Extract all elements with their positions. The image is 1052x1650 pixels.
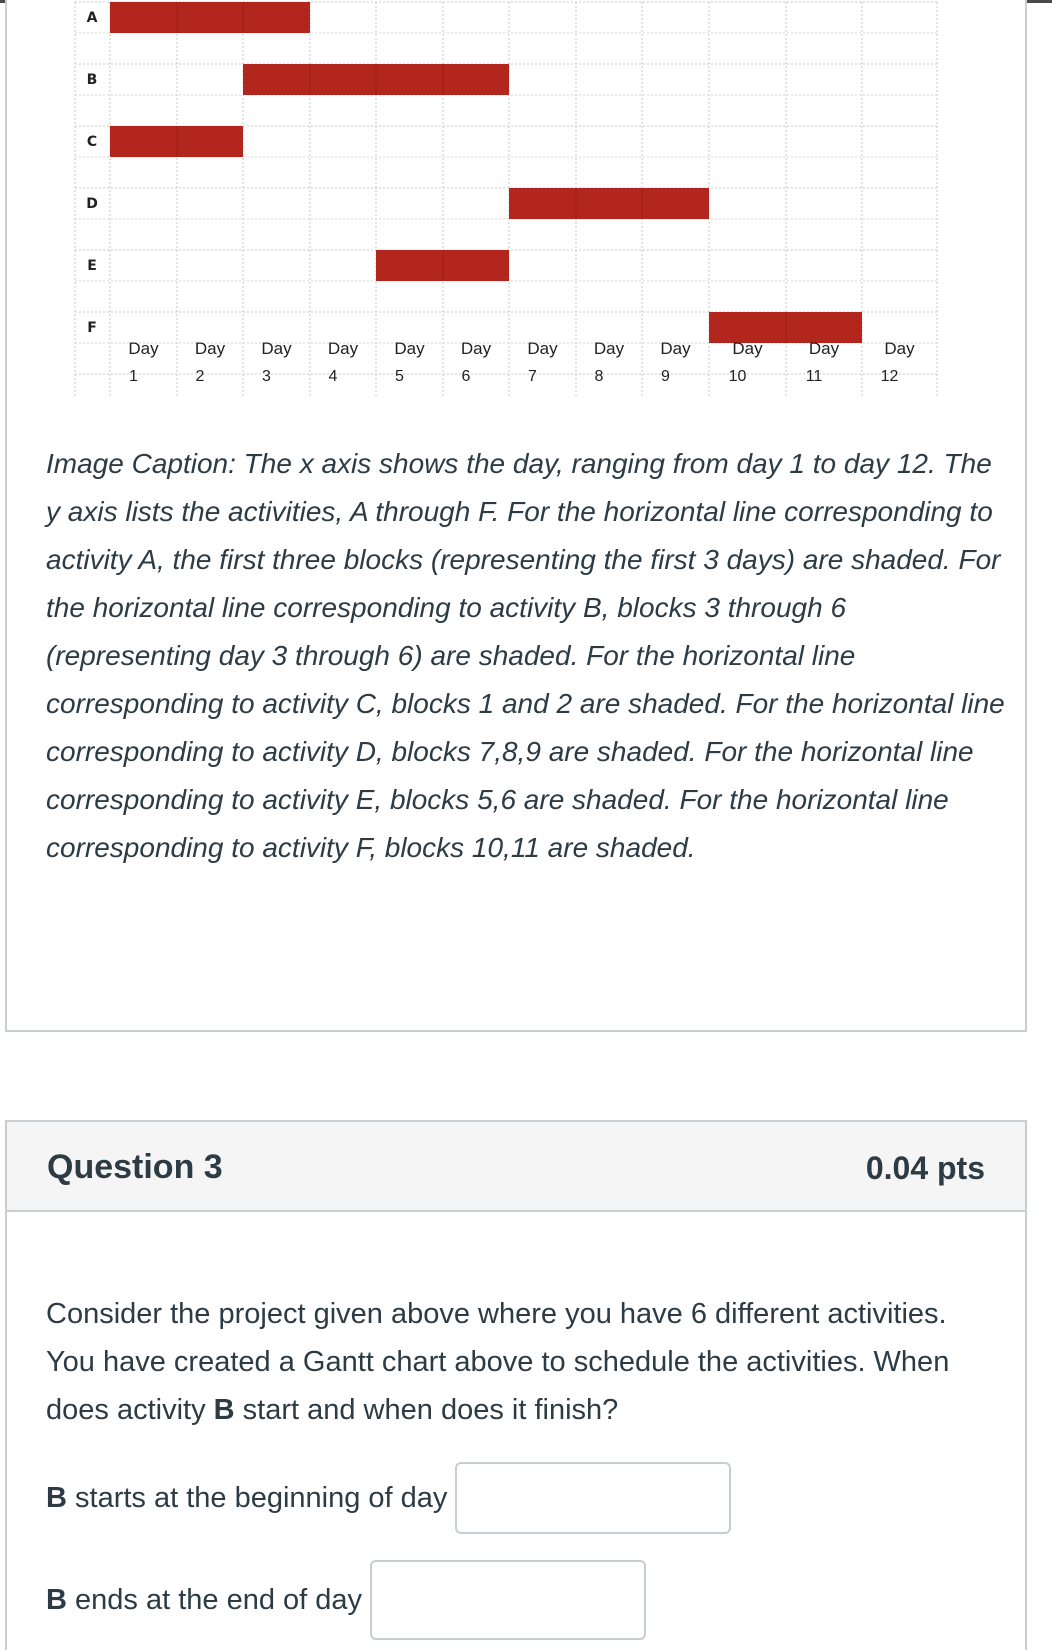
answer-start-label: starts at the beginning of day [66,1481,448,1514]
tick-label-day-11: Day [808,339,840,358]
image-caption: Image Caption: The x axis shows the day, ranging from day 1 to day 12. The y axis lists the activities, A through F. For the horizontal line corresponding to activity A, the first three blocks (representing the first 3 days) are shaded. For the horizontal line corresponding to activity B, blocks 3 through 6 (representing day 3 through 6) are shaded. For the horizontal line corresponding to activity C, blocks 1 and 2 are shaded. For the horizontal line corresponding to activity D, blocks 7,8,9 are shaded. For the horizontal line corresponding to activity E, blocks 5,6 are shaded. For the horizontal line corresponding to activity F, blocks 10,11 are shaded. [46,448,1005,863]
tick-label-num-5: 5 [395,368,404,385]
question-points: 0.04 pts [865,1150,985,1186]
activity-label-A: A [86,10,98,26]
answer-end-label: ends at the end of day [66,1583,363,1616]
answer-row-start [46,1462,731,1534]
answer-start-bold: B [46,1481,67,1514]
end-day-input[interactable] [370,1560,646,1640]
tick-label-day-8: Day [593,339,625,358]
bar-D [509,188,709,219]
tick-label-day-2: Day [194,339,226,358]
tick-label-day-12: Day [884,339,915,358]
activity-label-E: E [87,258,97,274]
tick-label-num-9: 9 [661,368,670,385]
activity-label-D: D [86,196,98,212]
tick-label-day-5: Day [394,339,425,358]
tick-label-num-1: 1 [129,368,138,385]
tick-label-day-4: Day [327,339,359,358]
answer-end-bold: B [46,1583,67,1616]
tick-label-day-9: Day [660,339,691,358]
tick-label-num-6: 6 [461,368,471,385]
activity-label-C: C [86,134,98,150]
tick-label-num-3: 3 [262,368,271,385]
tick-label-day-6: Day [460,339,492,358]
question-header [5,1120,1027,1212]
bar-A [110,2,310,33]
tick-label-day-7: Day [527,339,558,358]
tick-label-num-8: 8 [594,368,604,385]
tick-label-day-3: Day [261,339,292,358]
question-text-bold: B [213,1394,235,1426]
question-text-end: start and when does it finish? [242,1394,619,1426]
answer-row-end [46,1560,646,1640]
tick-label-num-7: 7 [528,368,537,385]
question-text [46,1290,976,1434]
tick-label-num-12: 12 [880,368,899,385]
activity-label-F: F [87,320,97,336]
tick-label-day-1: Day [128,339,159,358]
gantt-chart [67,0,967,398]
start-day-input[interactable] [455,1462,731,1534]
tick-label-num-10: 10 [728,368,747,385]
question-text-main: Consider the project given above where you have 6 different activities. You have created a Gantt chart above to schedule the activities. When does activity [46,1298,950,1426]
question-title: Question 3 [47,1148,223,1186]
tick-label-day-10: Day [732,339,763,358]
tick-label-num-2: 2 [195,368,205,385]
activity-label-B: B [86,72,98,88]
tick-label-num-4: 4 [328,368,338,385]
tick-label-num-11: 11 [805,368,823,385]
